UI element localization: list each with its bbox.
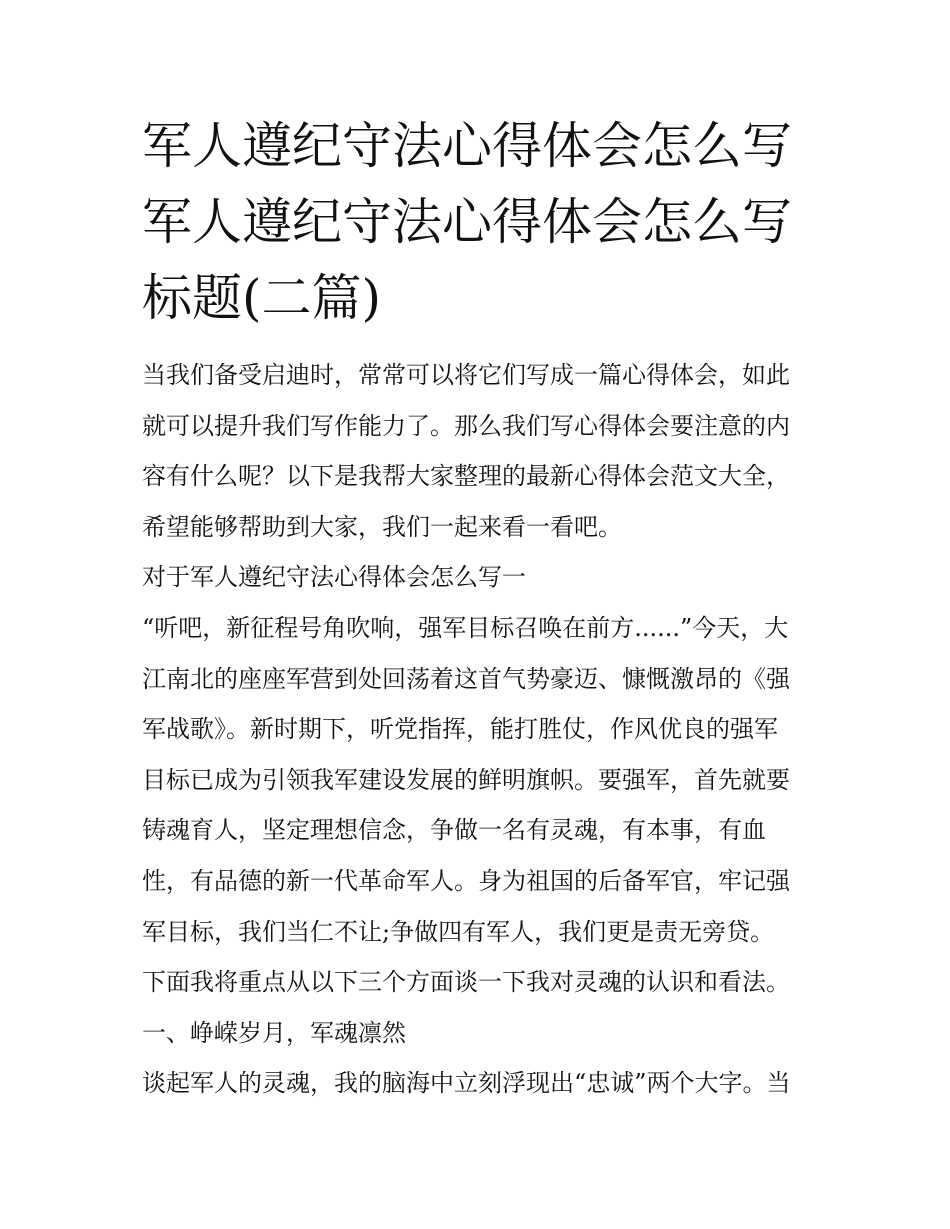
body-line: 下面我将重点从以下三个方面谈一下我对灵魂的认识和看法。 [142, 968, 790, 997]
body-line: 江南北的座座军营到处回荡着这首气势豪迈、慷慨激昂的《强 [142, 664, 790, 693]
section-heading: 对于军人遵纪守法心得体会怎么写一 [142, 563, 526, 592]
title-line: 标题(二篇) [142, 269, 382, 327]
body-line: 铸魂育人，坚定理想信念，争做一名有灵魂，有本事，有血 [142, 816, 766, 845]
subsection-heading: 一、峥嵘岁月，军魂凛然 [142, 1018, 406, 1047]
title-line: 军人遵纪守法心得体会怎么写 [142, 117, 792, 175]
body-line: 性，有品德的新一代革命军人。身为祖国的后备军官，牢记强 [142, 866, 790, 895]
body-line: 当我们备受启迪时，常常可以将它们写成一篇心得体会，如此 [142, 361, 790, 389]
title-line: 军人遵纪守法心得体会怎么写 [142, 193, 792, 251]
document-page [142, 108, 822, 1109]
document-title [142, 108, 822, 336]
document-body [142, 350, 822, 1109]
body-line: 就可以提升我们写作能力了。那么我们写心得体会要注意的内 [142, 411, 790, 440]
body-line: 希望能够帮助到大家，我们一起来看一看吧。 [142, 512, 622, 541]
body-line: 军战歌》。新时期下，听党指挥，能打胜仗，作风优良的强军 [142, 715, 778, 744]
body-line: 目标已成为引领我军建设发展的鲜明旗帜。要强军，首先就要 [142, 765, 790, 794]
body-line: 军目标，我们当仁不让;争做四有军人，我们更是责无旁贷。 [142, 917, 775, 946]
body-line: 谈起军人的灵魂，我的脑海中立刻浮现出“忠诚”两个大字。当 [142, 1069, 791, 1098]
body-line: 容有什么呢？以下是我帮大家整理的最新心得体会范文大全， [142, 462, 790, 491]
body-line: “听吧，新征程号角吹响，强军目标召唤在前方......”今天，大 [142, 613, 789, 642]
